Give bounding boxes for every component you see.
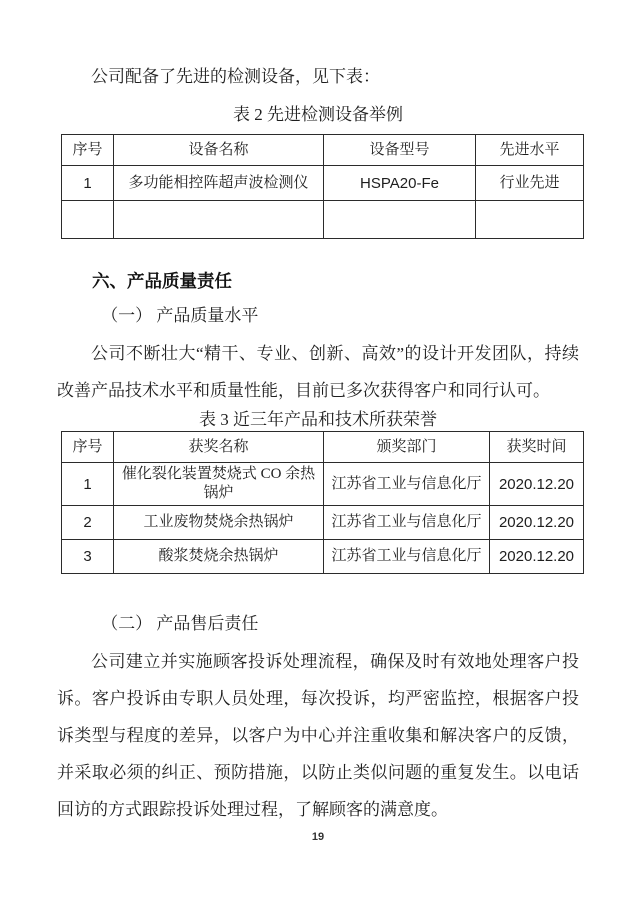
table-header-cell: 获奖名称	[114, 432, 324, 463]
table-header-cell: 颁奖部门	[324, 432, 490, 463]
subsection-heading-2: （二） 产品售后责任	[101, 614, 259, 633]
table-cell: 2020.12.20	[490, 463, 584, 506]
table-header-cell: 获奖时间	[490, 432, 584, 463]
table-row	[62, 506, 584, 540]
subsection-heading-1: （一） 产品质量水平	[101, 306, 259, 325]
table3-caption: 表 3 近三年产品和技术所获荣誉	[199, 410, 437, 429]
table-cell	[476, 201, 584, 239]
table-cell: 3	[62, 540, 114, 574]
section-heading: 六、产品质量责任	[92, 271, 232, 291]
table-row	[62, 463, 584, 506]
table-row-empty	[62, 201, 584, 239]
table-cell: 行业先进	[476, 166, 584, 201]
table-cell: 多功能相控阵超声波检测仪	[114, 166, 324, 201]
table-row	[62, 540, 584, 574]
intro-paragraph: 公司配备了先进的检测设备，见下表：	[91, 67, 380, 86]
table-header-cell: 设备名称	[114, 135, 324, 166]
table-cell: 江苏省工业与信息化厅	[324, 506, 490, 540]
table-header-cell: 先进水平	[476, 135, 584, 166]
table-cell: HSPA20-Fe	[324, 166, 476, 201]
table-header-row	[62, 135, 584, 166]
table-row	[62, 166, 584, 201]
table-cell: 2020.12.20	[490, 506, 584, 540]
table-cell	[62, 201, 114, 239]
page-number: 19	[311, 831, 325, 843]
table-cell	[114, 201, 324, 239]
table-cell: 江苏省工业与信息化厅	[324, 540, 490, 574]
awards-table	[61, 431, 584, 574]
table-cell: 工业废物焚烧余热锅炉	[114, 506, 324, 540]
table-cell: 催化裂化装置焚烧式 CO 余热锅炉	[114, 463, 324, 506]
table-cell: 1	[62, 166, 114, 201]
table-cell: 酸浆焚烧余热锅炉	[114, 540, 324, 574]
table-cell	[324, 201, 476, 239]
aftersales-paragraph: 公司建立并实施顾客投诉处理流程，确保及时有效地处理客户投诉。客户投诉由专职人员处理，每次投诉，均严密监控，根据客户投诉类型与程度的差异，以客户为中心并注重收集和解决客户的反馈，并采取必须的纠正、预防措施，以防止类似问题的重复发生。以电话回访的方式跟踪投诉处理过程，了解顾客的满意度。	[57, 652, 579, 819]
table-header-cell: 设备型号	[324, 135, 476, 166]
table2-caption: 表 2 先进检测设备举例	[233, 105, 403, 124]
table-cell: 1	[62, 463, 114, 506]
table-header-cell: 序号	[62, 135, 114, 166]
table-header-row	[62, 432, 584, 463]
table-header-cell: 序号	[62, 432, 114, 463]
table-cell: 2	[62, 506, 114, 540]
equipment-table	[61, 134, 584, 239]
table-cell: 江苏省工业与信息化厅	[324, 463, 490, 506]
table-cell: 2020.12.20	[490, 540, 584, 574]
quality-paragraph: 公司不断壮大“精干、专业、创新、高效”的设计开发团队，持续改善产品技术水平和质量性能，目前已多次获得客户和同行认可。	[57, 344, 579, 400]
